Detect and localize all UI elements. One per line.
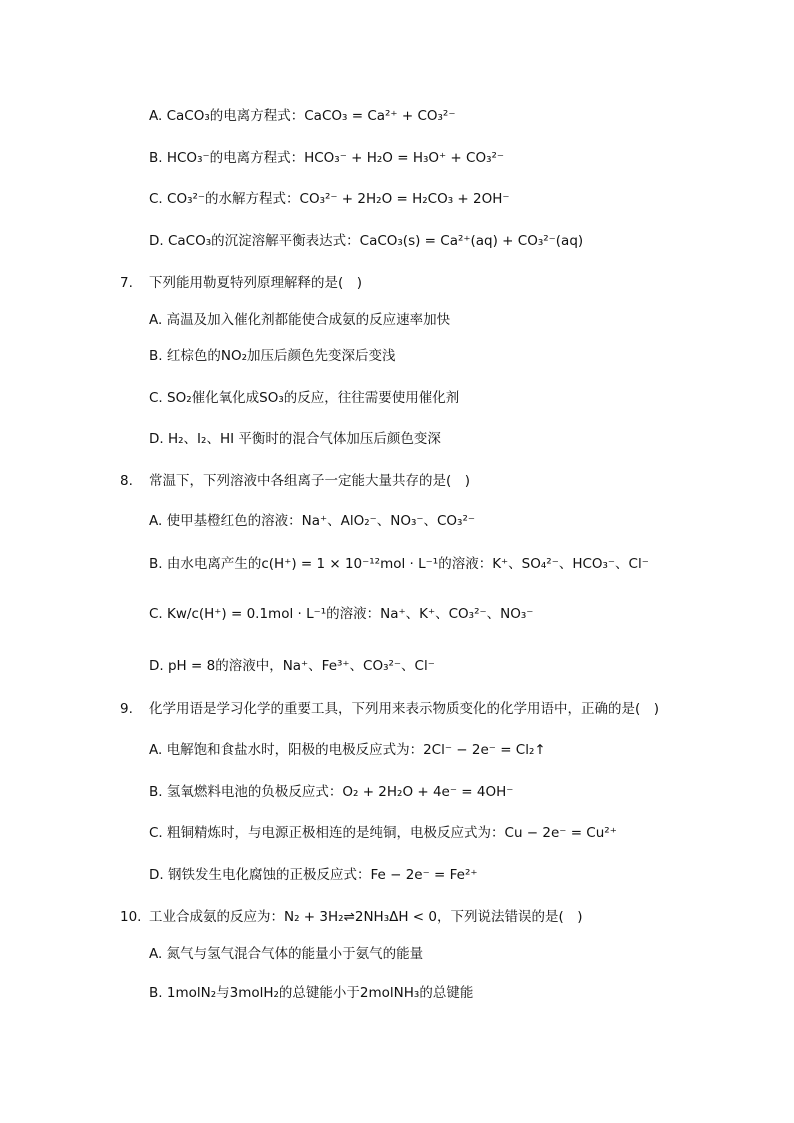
q9-option-a: A. 电解饱和食盐水时，阳极的电极反应式为：2Cl⁻ − 2e⁻ = Cl₂↑ <box>149 742 546 758</box>
q7-option-b: B. 红棕色的NO₂加压后颜色先变深后变浅 <box>149 348 396 364</box>
q9-stem: 化学用语是学习化学的重要工具，下列用来表示物质变化的化学用语中，正确的是( ) <box>149 701 660 717</box>
q10-option-a: A. 氮气与氢气混合气体的能量小于氨气的能量 <box>149 946 424 962</box>
q8-option-c: C. Kw/c(H⁺) = 0.1mol · L⁻¹的溶液：Na⁺、K⁺、CO₃²⁻、NO₃⁻ <box>149 606 534 622</box>
q7-option-c: C. SO₂催化氧化成SO₃的反应，往往需要使用催化剂 <box>149 390 460 406</box>
q8-option-d: D. pH = 8的溶液中，Na⁺、Fe³⁺、CO₃²⁻、Cl⁻ <box>149 658 435 674</box>
q10-number: 10. <box>120 909 142 925</box>
q6-option-c: C. CO₃²⁻的水解方程式：CO₃²⁻ + 2H₂O = H₂CO₃ + 2OH⁻ <box>149 191 510 207</box>
q8-option-a: A. 使甲基橙红色的溶液：Na⁺、AlO₂⁻、NO₃⁻、CO₃²⁻ <box>149 513 476 529</box>
q10-stem: 工业合成氨的反应为：N₂ + 3H₂⇌2NH₃ΔH < 0，下列说法错误的是( ) <box>149 909 583 925</box>
q8-stem: 常温下，下列溶液中各组离子一定能大量共存的是( ) <box>149 473 471 489</box>
q6-option-a: A. CaCO₃的电离方程式：CaCO₃ = Ca²⁺ + CO₃²⁻ <box>149 108 456 124</box>
q7-number: 7. <box>120 275 133 291</box>
q10-option-b: B. 1molN₂与3molH₂的总键能小于2molNH₃的总键能 <box>149 985 474 1001</box>
q7-option-d: D. H₂、I₂、HI 平衡时的混合气体加压后颜色变深 <box>149 431 441 447</box>
q8-option-b: B. 由水电离产生的c(H⁺) = 1 × 10⁻¹²mol · L⁻¹的溶液：K⁺、SO₄²⁻、HCO₃⁻、Cl⁻ <box>149 556 649 572</box>
q9-number: 9. <box>120 701 133 717</box>
q8-number: 8. <box>120 473 133 489</box>
q6-option-d: D. CaCO₃的沉淀溶解平衡表达式：CaCO₃(s) = Ca²⁺(aq) + CO₃²⁻(aq) <box>149 233 584 249</box>
q6-option-b: B. HCO₃⁻的电离方程式：HCO₃⁻ + H₂O = H₃O⁺ + CO₃²⁻ <box>149 150 505 166</box>
q9-option-b: B. 氢氧燃料电池的负极反应式：O₂ + 2H₂O + 4e⁻ = 4OH⁻ <box>149 784 514 800</box>
q9-option-d: D. 钢铁发生电化腐蚀的正极反应式：Fe − 2e⁻ = Fe²⁺ <box>149 867 478 883</box>
q9-option-c: C. 粗铜精炼时，与电源正极相连的是纯铜，电极反应式为：Cu − 2e⁻ = Cu²⁺ <box>149 825 617 841</box>
q7-option-a: A. 高温及加入催化剂都能使合成氨的反应速率加快 <box>149 312 451 328</box>
q7-stem: 下列能用勒夏特列原理解释的是( ) <box>149 275 363 291</box>
